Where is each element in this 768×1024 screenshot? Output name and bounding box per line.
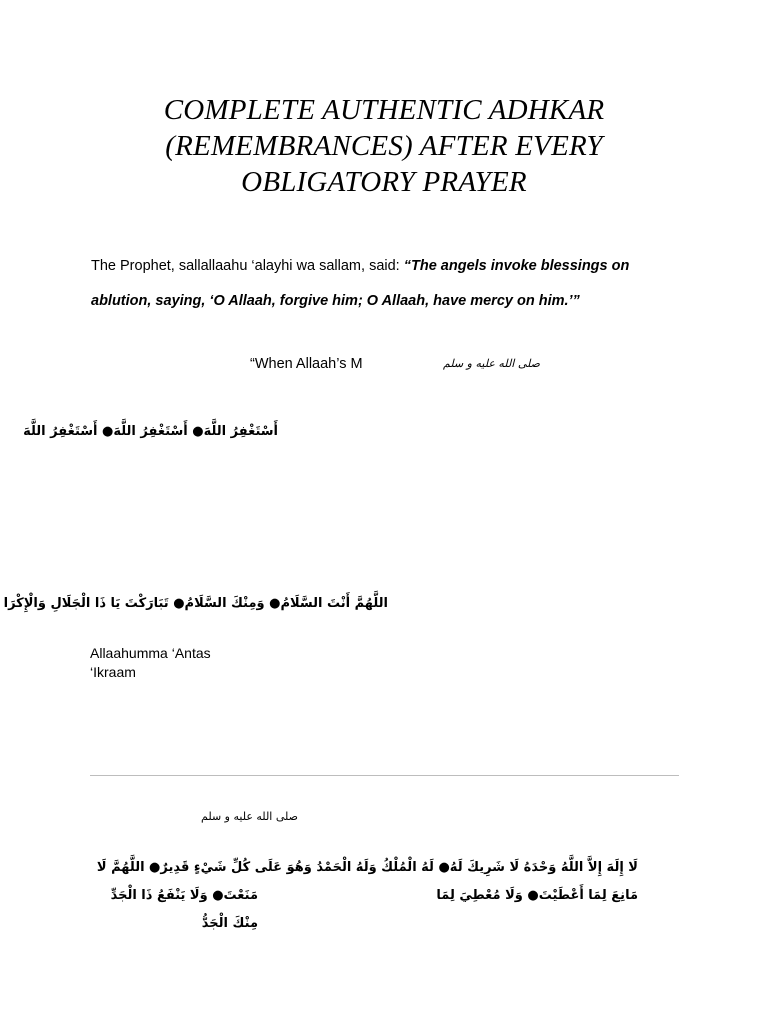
istighfar-arabic: أَسْتَغْفِرُ اللَّهَ● أَسْتَغْفِرُ اللَّهَ● أَسْتَغْفِرُ اللَّهَ <box>23 424 278 439</box>
transliteration-line-2: ‘Ikraam <box>90 664 136 680</box>
transliteration-line-1: Allaahumma ‘Antas <box>90 645 211 661</box>
intro-quote-start: “The angels invoke blessings on <box>403 258 630 274</box>
tahlil-arabic-line-1: لَا إِلَهَ إِلاَّ اللَّهُ وَحْدَهُ لَا شَرِيكَ لَهُ● لَهُ الْمُلْكُ وَلَهُ الْحَمْدُ وَهُوَ عَلَى كُلِّ شَيْءٍ قَدِيرٌ● اللَّهُمَّ لَا مَانِعَ لِمَا أَعْطَيْتَ● وَلَا مُعْطِيَ لِمَا <box>96 860 638 903</box>
dua-salam-arabic: اللَّهُمَّ أَنْتَ السَّلَامُ● وَمِنْكَ السَّلَامُ● تَبَارَكْتَ يَا ذَا الْجَلَالِ وَالْإِكْرَا <box>3 596 388 611</box>
title-line-3: OBLIGATORY PRAYER <box>241 166 527 198</box>
transliteration <box>90 644 270 682</box>
section-divider <box>90 775 679 776</box>
title-line-2: (REMEMBRANCES) AFTER EVERY <box>165 130 603 162</box>
title-line-1: COMPLETE AUTHENTIC ADHKAR <box>163 94 605 126</box>
intro-plain-text: The Prophet, sallallaahu ‘alayhi wa sallam, said: <box>91 258 404 274</box>
document-title <box>84 92 684 200</box>
intro-line-2 <box>91 293 580 309</box>
salawat-text-2: صلى الله عليه و سلم <box>201 810 298 823</box>
intro-line-1 <box>91 258 629 274</box>
salawat-text-1: صلى الله عليه و سلم <box>443 357 540 370</box>
intro-quote-end: ablution, saying, ‘O Allaah, forgive him; O Allaah, have mercy on him.’” <box>91 293 580 309</box>
tahlil-arabic-line-2: مَنَعْتَ● وَلَا يَنْفَعُ ذَا الْجَدِّ مِنْكَ الْجَدُّ <box>110 888 258 931</box>
quote-fragment: “When Allaah’s M <box>250 356 363 372</box>
